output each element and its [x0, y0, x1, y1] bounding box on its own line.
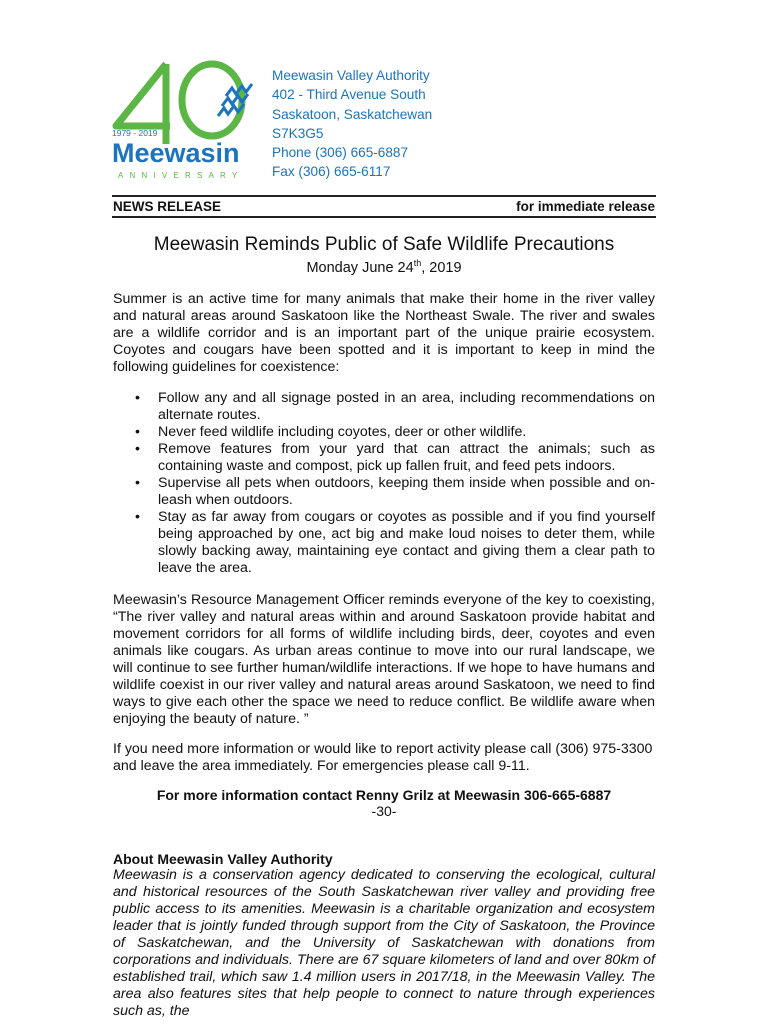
- water-wave-icon: [218, 84, 252, 116]
- meewasin-40-logo: [108, 60, 268, 185]
- logo-years: 1979 - 2019: [112, 128, 158, 138]
- list-item: [113, 390, 655, 424]
- address-line: Meewasin Valley Authority: [272, 68, 430, 83]
- date-prefix: Monday June 24: [306, 259, 414, 276]
- logo-zero-shape: [182, 64, 242, 136]
- date-year: , 2019: [421, 259, 462, 276]
- quote-paragraph: Meewasin’s Resource Management Officer reminds everyone of the key to coexisting, “The river valley and natural areas within and around Saskatoon provide habitat and movement corridors for all forms of wildlife including birds, deer, coyotes and even animals like cougars. As urban areas continue to move into our rural landscape, we will continue to see further human/wildlife interactions. If we hope to have humans and wildlife coexist in our river valley and natural areas around Saskatoon, we need to find ways to give each other the space we need to reduce conflict. Be wildlife aware when enjoying the beauty of nature. ”: [113, 592, 655, 727]
- address-line: 402 - Third Avenue South: [272, 87, 426, 103]
- bullet-icon: •: [135, 390, 140, 406]
- list-item: [113, 424, 655, 441]
- bullet-icon: •: [135, 509, 140, 525]
- bullet-icon: •: [135, 424, 140, 440]
- divider-top: [112, 195, 656, 197]
- news-release-label: NEWS RELEASE: [113, 199, 222, 214]
- release-date: [0, 258, 768, 276]
- bullet-icon: •: [135, 441, 140, 457]
- divider-bottom: [112, 216, 656, 218]
- address-line: Saskatoon, Saskatchewan: [272, 106, 433, 122]
- list-item-text: Never feed wildlife including coyotes, deer or other wildlife.: [158, 424, 527, 440]
- about-heading: About Meewasin Valley Authority: [113, 851, 333, 867]
- list-item-text: Follow any and all signage posted in an area, including recommendations on alternate routes.: [158, 390, 655, 423]
- address-line: S7K3G5: [272, 125, 324, 141]
- guidelines-list: [113, 390, 655, 577]
- phone-line: Phone (306) 665-6887: [272, 145, 409, 161]
- list-item: [113, 441, 655, 475]
- immediate-release-label: for immediate release: [516, 199, 655, 214]
- end-mark: -30-: [371, 803, 397, 819]
- list-item-text: Remove features from your yard that can attract the animals; such as containing waste and compost, pick up fallen fruit, and feed pets indoors.: [158, 441, 655, 474]
- report-paragraph: If you need more information or would like to report activity please call (306) 975-3300 and leave the area immediately. For emergencies please call 9-11.: [113, 741, 653, 774]
- contact-line: For more information contact Renny Grilz at Meewasin 306-665-6887: [156, 787, 612, 803]
- contact-address-block: [272, 66, 432, 182]
- bullet-icon: •: [135, 475, 140, 491]
- about-paragraph: Meewasin is a conservation agency dedicated to conserving the ecological, cultural and historical resources of the South Saskatchewan river valley and providing free public access to its amenities. Meewasin is a charitable organization and ecosystem leader that is jointly funded through support from the City of Saskatoon, the Province of Saskatchewan, and the University of Saskatchewan with donations from corporations and individuals. There are 67 square kilometers of land and over 80km of established trail, which saw 1.4 million users in 2017/18, in the Meewasin Valley. The area also features sites that help people to connect to nature through experiences such as, the: [113, 867, 655, 1019]
- fax-line: Fax (306) 665-6117: [272, 164, 391, 180]
- date-suffix: th: [413, 258, 422, 268]
- logo-name: Meewasin: [112, 138, 240, 168]
- intro-paragraph: Summer is an active time for many animals that make their home in the river valley and natural areas around Saskatoon like the Northeast Swale. The river and swales are a wildlife corridor and is an important part of the unique prairie ecosystem. Coyotes and cougars have been spotted and it is important to keep in mind the following guidelines for coexistence:: [113, 291, 655, 375]
- list-item: [113, 475, 655, 509]
- press-release-title: Meewasin Reminds Public of Safe Wildlife Precautions: [153, 234, 615, 255]
- logo-tagline: ANNIVERSARY: [118, 171, 244, 180]
- list-item-text: Stay as far away from cougars or coyotes as possible and if you find yourself being approached by one, act big and make loud noises to deter them, while slowly backing away, maintaining eye contact and giving them a clear path to leave the area.: [158, 509, 655, 576]
- list-item-text: Supervise all pets when outdoors, keeping them inside when possible and on-leash when outdoors.: [158, 475, 655, 508]
- list-item: [113, 509, 655, 577]
